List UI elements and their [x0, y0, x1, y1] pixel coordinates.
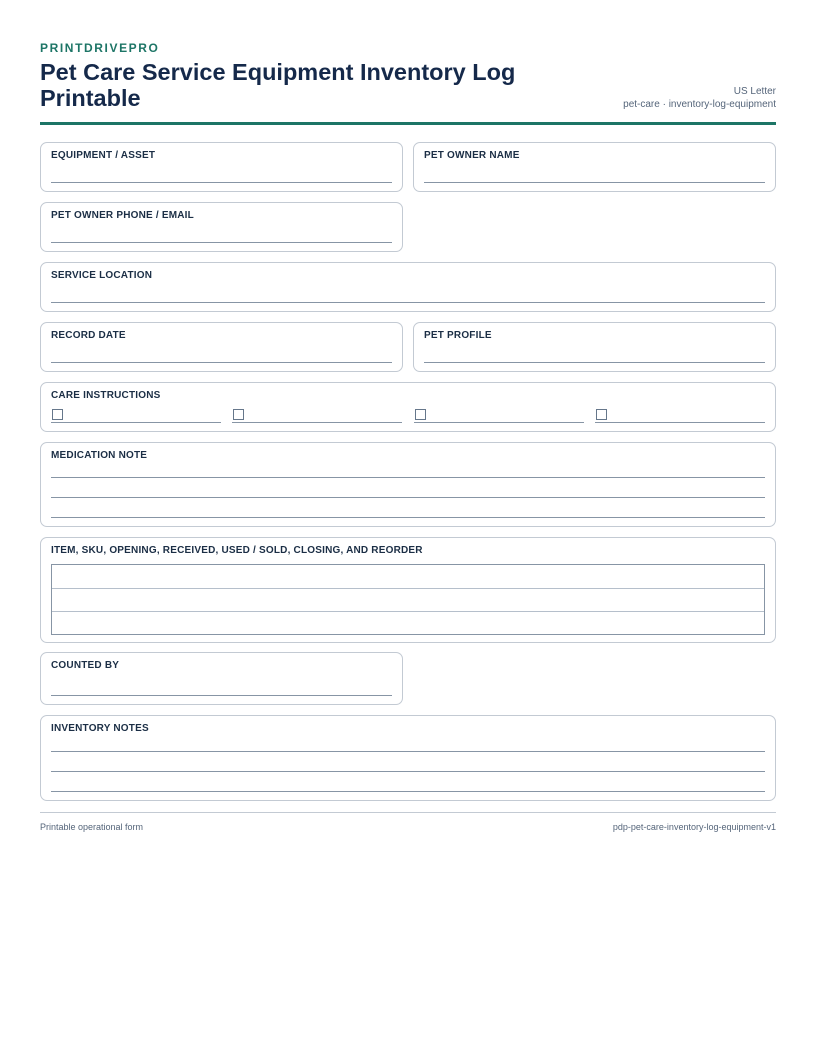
header-divider: [40, 122, 776, 125]
inventory-notes-field: [40, 715, 776, 801]
care-option-line-4[interactable]: [595, 422, 765, 423]
inventory-notes-line-1[interactable]: [51, 751, 765, 752]
pet-profile-write-line[interactable]: [424, 362, 765, 363]
medication-note-label: MEDICATION NOTE: [51, 450, 148, 461]
equipment-label: EQUIPMENT / ASSET: [51, 150, 156, 161]
counted-by-write-line[interactable]: [51, 695, 392, 696]
care-instructions-label: CARE INSTRUCTIONS: [51, 390, 161, 401]
record-date-write-line[interactable]: [51, 362, 392, 363]
table-row-divider-2: [52, 611, 764, 612]
care-option-line-3[interactable]: [414, 422, 584, 423]
pet-profile-field: [413, 322, 776, 372]
brand-name: PRINTDRIVEPRO: [40, 41, 160, 55]
care-option-line-1[interactable]: [51, 422, 221, 423]
owner-contact-write-line[interactable]: [51, 242, 392, 243]
care-checkbox-2[interactable]: [233, 409, 244, 420]
service-location-write-line[interactable]: [51, 302, 765, 303]
care-option-line-2[interactable]: [232, 422, 402, 423]
document-tags: pet-care · inventory-log-equipment: [623, 99, 776, 110]
care-instructions-field: [40, 382, 776, 432]
medication-note-line-2[interactable]: [51, 497, 765, 498]
owner-contact-label: PET OWNER PHONE / EMAIL: [51, 210, 194, 221]
inventory-notes-label: INVENTORY NOTES: [51, 723, 149, 734]
inventory-notes-line-3[interactable]: [51, 791, 765, 792]
care-checkbox-1[interactable]: [52, 409, 63, 420]
inventory-table-field: [40, 537, 776, 643]
footer-form-id: pdp-pet-care-inventory-log-equipment-v1: [612, 822, 776, 832]
service-location-label: SERVICE LOCATION: [51, 270, 153, 281]
owner-name-label: PET OWNER NAME: [424, 150, 520, 161]
pet-profile-label: PET PROFILE: [424, 330, 492, 341]
page-title: Pet Care Service Equipment Inventory Log Printable: [40, 59, 516, 111]
service-location-field: [40, 262, 776, 312]
record-date-label: RECORD DATE: [51, 330, 126, 341]
owner-contact-field: [40, 202, 403, 252]
inventory-table: [51, 564, 765, 635]
counted-by-label: COUNTED BY: [51, 660, 120, 671]
medication-note-field: [40, 442, 776, 527]
footer-divider: [40, 812, 776, 813]
footer-description: Printable operational form: [40, 822, 144, 832]
document-meta: [623, 85, 776, 111]
record-date-field: [40, 322, 403, 372]
paper-size: US Letter: [733, 86, 776, 97]
medication-note-line-3[interactable]: [51, 517, 765, 518]
inventory-notes-line-2[interactable]: [51, 771, 765, 772]
counted-by-field: [40, 652, 403, 705]
table-row-divider-1: [52, 588, 764, 589]
inventory-table-label: ITEM, SKU, OPENING, RECEIVED, USED / SOLD, CLOSING, AND REORDER: [51, 545, 423, 556]
owner-name-field: [413, 142, 776, 192]
care-checkbox-3[interactable]: [415, 409, 426, 420]
equipment-write-line[interactable]: [51, 182, 392, 183]
owner-name-write-line[interactable]: [424, 182, 765, 183]
care-checkbox-4[interactable]: [596, 409, 607, 420]
medication-note-line-1[interactable]: [51, 477, 765, 478]
equipment-field: [40, 142, 403, 192]
